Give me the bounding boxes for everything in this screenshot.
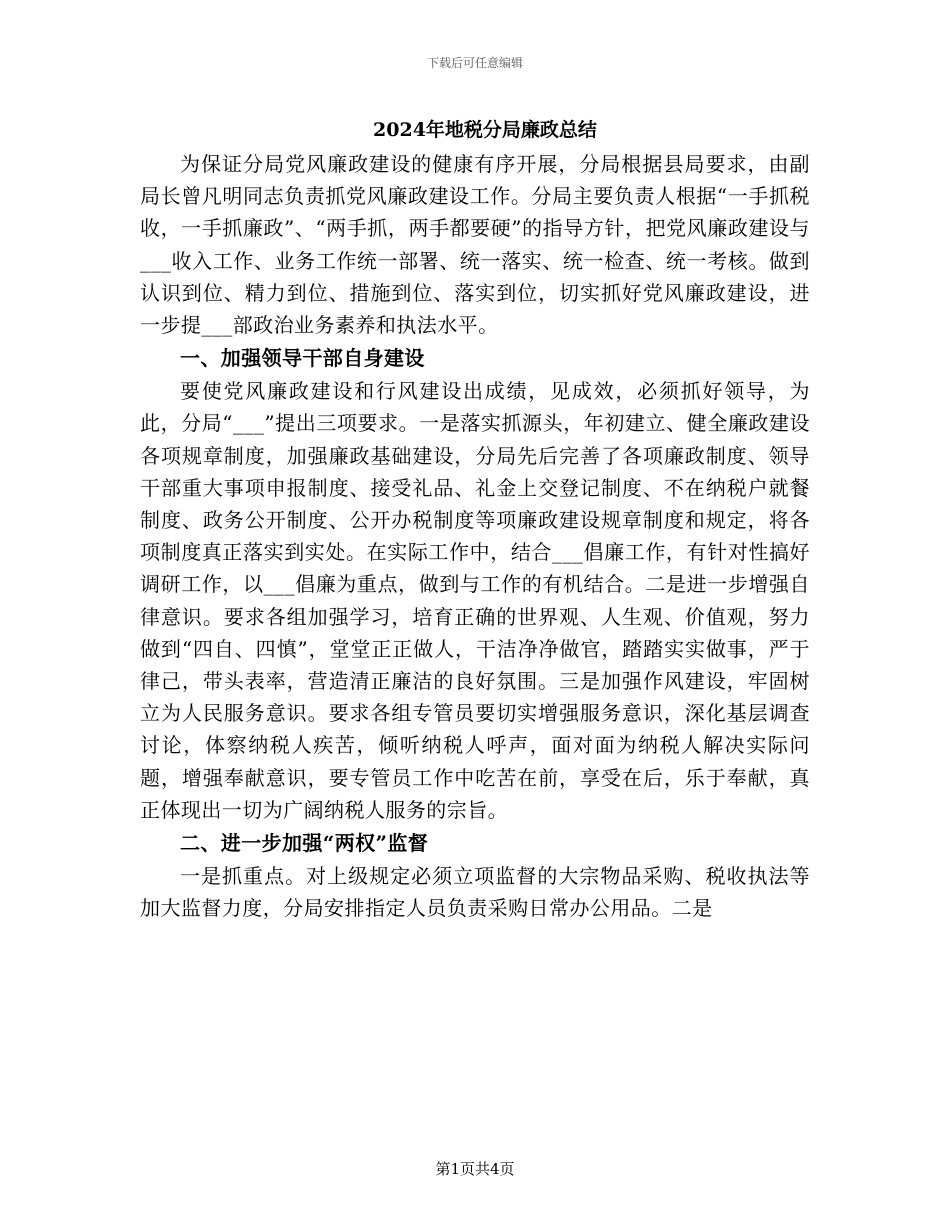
section-1-paragraph: 要使党风廉政建设和行风建设出成绩，见成效，必须抓好领导，为此，分局“___”提出三项要求。一是落实抓源头，年初建立、健全廉政建设各项规章制度，加强廉政基础建设，分局先后完善了各项廉政制度、领导干部重大事项申报制度、接受礼品、礼金上交登记制度、不在纳税户就餐制度、政务公开制度、公开办税制度等项廉政建设规章制度和规定，将各项制度真正落实到实处。在实际工作中，结合___倡廉工作，有针对性搞好调研工作，以___倡廉为重点，做到与工作的有机结合。二是进一步增强自律意识。要求各组加强学习，培育正确的世界观、人生观、价值观，努力做到“四自、四慎”，堂堂正正做人，干洁净净做官，踏踏实实做事，严于律己，带头表率，营造清正廉洁的良好氛围。三是加强作风建设，牢固树立为人民服务意识。要求各组专管员要切实增强服务意识，深化基层调查讨论，体察纳税人疾苦，倾听纳税人呼声，面对面为纳税人解决实际问题，增强奉献意识，要专管员工作中吃苦在前，享受在后，乐于奉献，真正体现出一切为广阔纳税人服务的宗旨。 bbox=[140, 379, 810, 822]
page-number-footer: 第1页共4页 bbox=[435, 1160, 515, 1178]
intro-paragraph: 为保证分局党风廉政建设的健康有序开展，分局根据县局要求，由副局长曾凡明同志负责抓党风廉政建设工作。分局主要负责人根据“一手抓税收，一手抓廉政”、“两手抓，两手都要硬”的指导方针，把党风廉政建设与___收入工作、业务工作统一部署、统一落实、统一检查、统一考核。做到认识到位、精力到位、措施到位、落实到位，切实抓好党风廉政建设，进一步提___部政治业务素养和执法水平。 bbox=[140, 152, 810, 338]
document-body bbox=[140, 112, 810, 924]
header-note: 下载后可任意编辑 bbox=[426, 56, 523, 70]
section-2-paragraph: 一是抓重点。对上级规定必须立项监督的大宗物品采购、税收执法等加大监督力度，分局安排指定人员负责采购日常办公用品。二是 bbox=[140, 864, 810, 921]
document-title: 2024年地税分局廉政总结 bbox=[373, 119, 597, 141]
section-heading-1: 一、加强领导干部自身建设 bbox=[180, 346, 425, 371]
section-heading-2: 二、进一步加强“两权”监督 bbox=[180, 831, 429, 856]
